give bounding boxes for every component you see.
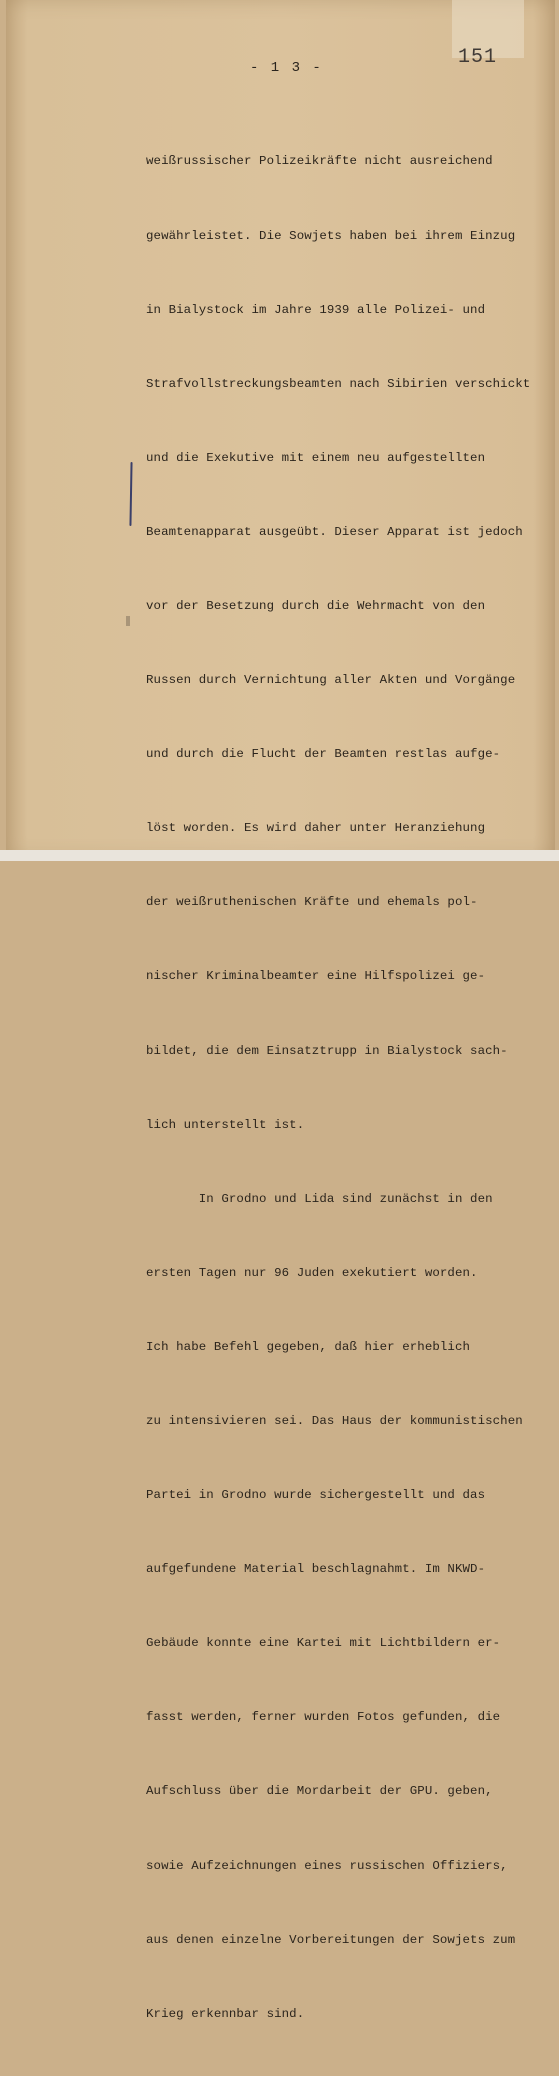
page-number: - 1 3 -	[250, 60, 323, 76]
folio-number: 151	[458, 46, 498, 69]
typed-body-text	[146, 100, 546, 2076]
text-line: nischer Kriminalbeamter eine Hilfspolizei ge-	[146, 969, 486, 984]
text-line: Partei in Grodno wurde sichergestellt und das	[146, 1488, 486, 1503]
text-line: Aufschluss über die Mordarbeit der GPU. geben,	[146, 1784, 493, 1799]
text-line: aufgefundene Material beschlagnahmt. Im NKWD-	[146, 1562, 486, 1577]
text-line: löst worden. Es wird daher unter Heranziehung	[146, 821, 486, 836]
text-line: Beamtenapparat ausgeübt. Dieser Apparat ist jedoch	[146, 524, 523, 539]
text-line: Russen durch Vernichtung aller Akten und Vorgänge	[146, 673, 516, 688]
text-line: ersten Tagen nur 96 Juden exekutiert worden.	[146, 1265, 478, 1280]
text-line: Strafvollstreckungsbeamten nach Sibirien verschickt	[146, 376, 531, 391]
text-line: und durch die Flucht der Beamten restlas aufge-	[146, 747, 501, 762]
text-line: Krieg erkennbar sind.	[146, 2006, 305, 2021]
text-line: aus denen einzelne Vorbereitungen der Sowjets zum	[146, 1932, 516, 1947]
text-line: in Bialystock im Jahre 1939 alle Polizei- und	[146, 302, 486, 317]
text-line: Gebäude konnte eine Kartei mit Lichtbildern er-	[146, 1636, 501, 1651]
text-line: lich unterstellt ist.	[146, 1117, 305, 1132]
margin-pen-mark	[129, 462, 132, 526]
text-line: vor der Besetzung durch die Wehrmacht von den	[146, 598, 486, 613]
text-line: sowie Aufzeichnungen eines russischen Offiziers,	[146, 1858, 508, 1873]
scan-border	[0, 850, 559, 861]
text-line: In Grodno und Lida sind zunächst in den	[146, 1191, 493, 1206]
text-line: und die Exekutive mit einem neu aufgestellten	[146, 450, 486, 465]
text-line: zu intensivieren sei. Das Haus der kommunistischen	[146, 1414, 523, 1428]
text-line: bildet, die dem Einsatztrupp in Bialystock sach-	[146, 1043, 508, 1058]
text-line: gewährleistet. Die Sowjets haben bei ihrem Einzug	[146, 228, 516, 243]
text-line: weißrussischer Polizeikräfte nicht ausreichend	[146, 154, 493, 169]
margin-tick	[126, 616, 130, 626]
text-line: der weißruthenischen Kräfte und ehemals pol-	[146, 895, 478, 910]
text-line: Ich habe Befehl gegeben, daß hier erheblich	[146, 1339, 471, 1354]
text-line: fasst werden, ferner wurden Fotos gefunden, die	[146, 1710, 501, 1725]
document-page	[6, 0, 555, 2021]
